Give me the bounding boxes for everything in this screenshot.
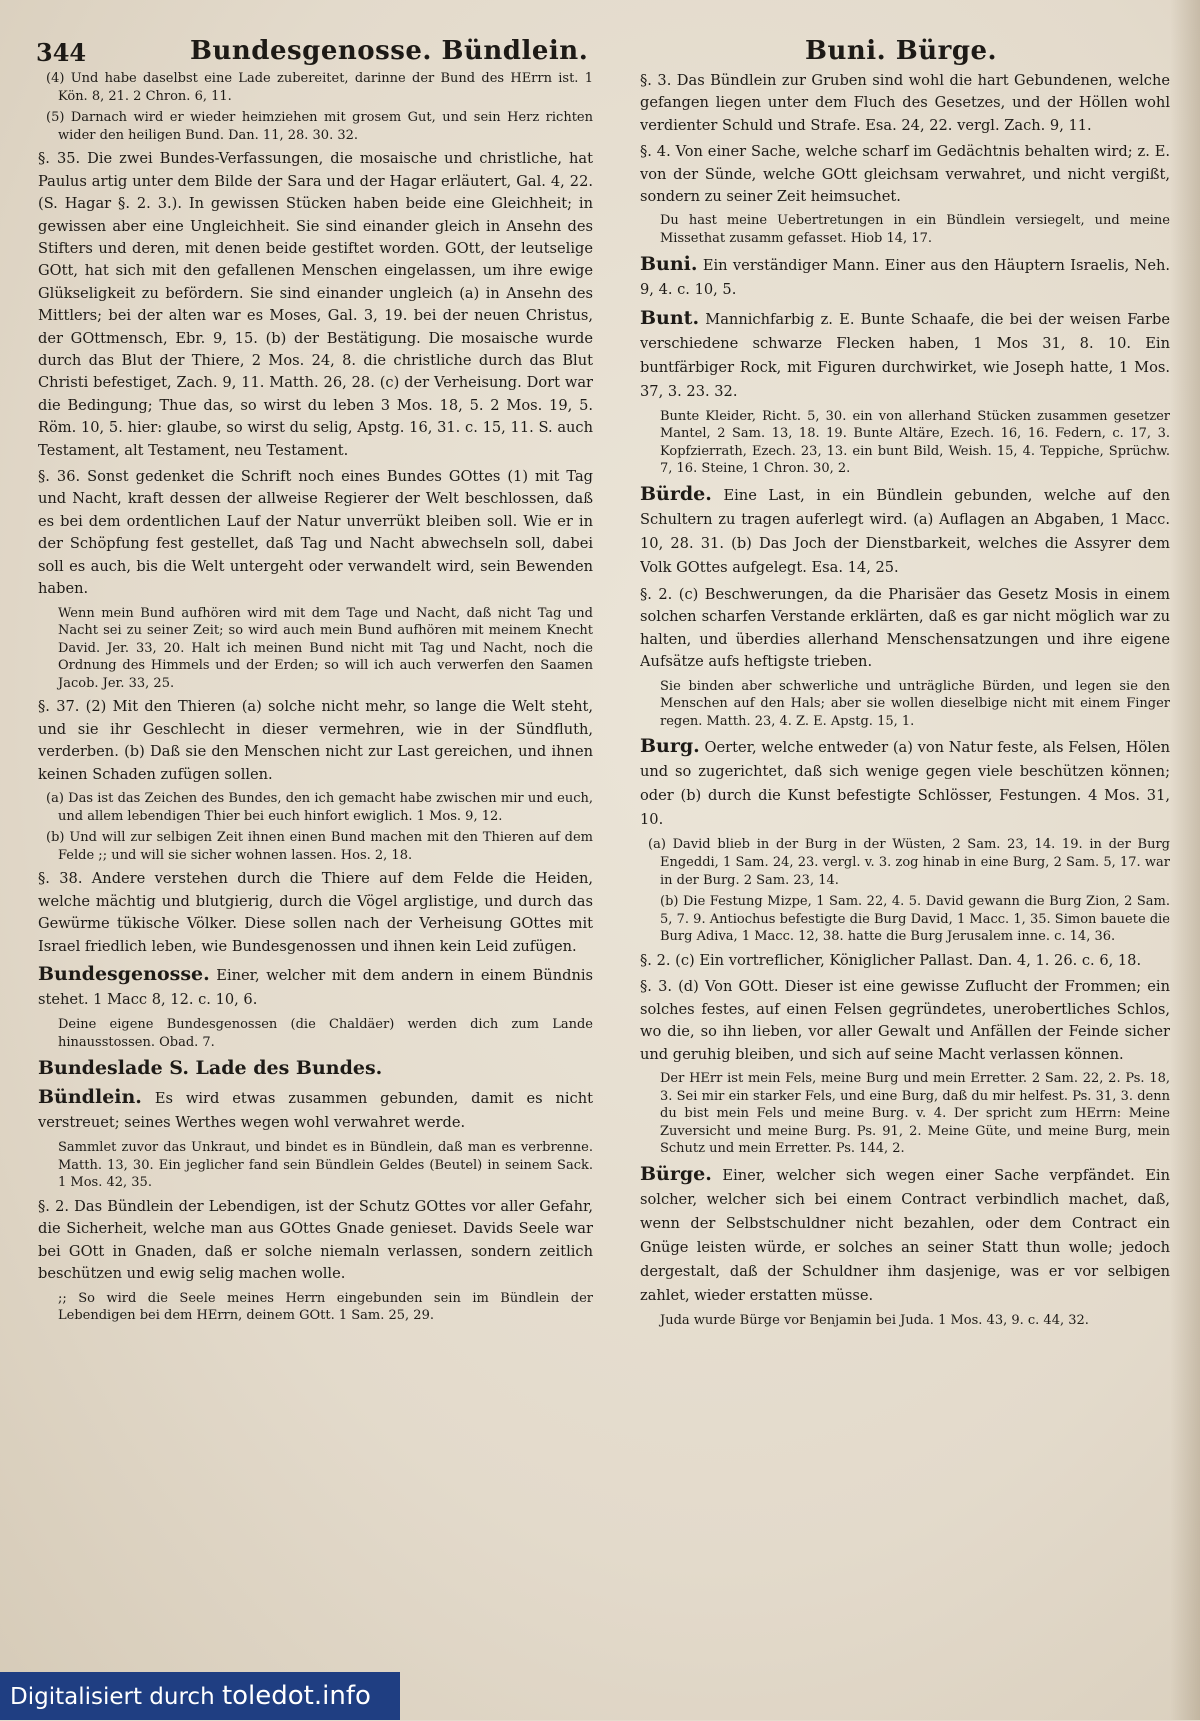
paragraph: §. 2. (c) Ein vortreflicher, Königlicher Pallast. Dan. 4, 1. 26. c. 6, 18. bbox=[640, 951, 1142, 969]
dictionary-entry bbox=[640, 482, 1170, 580]
digitization-footer[interactable] bbox=[0, 1672, 400, 1720]
entry-definition: Ein verständiger Mann. Einer aus den Häuptern Israelis, Neh. 9, 4. c. 10, 5. bbox=[640, 256, 1170, 298]
dictionary-entry bbox=[38, 962, 593, 1012]
entry-headword: Bunt. bbox=[640, 306, 700, 329]
paragraph: §. 35. Die zwei Bundes-Verfassungen, die mosaische und christliche, hat Paulus artig unter dem Bilde der Sara und der Hagar erläutert, Gal. 4, 22. (S. Hagar §. 2. 3.). In gewissen Stücken haben beide eine Gleichheit; in gewissen aber eine Ungleichheit. Sie sind einander gleich in Ansehn des Stifters und deren, mit denen beide gestiftet worden. GOtt, der leutselige GOtt, hat sich mit den gefallenen Menschen eingelassen, um ihre ewige Glükseligkeit zu befördern. Sie sind einander ungleich (a) in Ansehn des Mittlers; bei der alten war es Moses, Gal. 3, 19. bei der neuen Christus, der GOttmensch, Ebr. 9, 15. (b) der Bestätigung. Die mosaische wurde durch das Blut der Thiere, 2 Mos. 24, 8. die christliche durch das Blut Christi befestiget, Zach. 9, 11. Matth. 26, 28. (c) der Verheisung. Dort war die Bedingung; Thue das, so wirst du leben 3 Mos. 18, 5. 2 Mos. 19, 5. Röm. 10, 5. hier: glaube, so wirst du selig, Apstg. 16, 31. c. 15, 11. S. auch Testament, alt Testament, neu Testament. bbox=[38, 150, 593, 459]
paragraph: §. 36. Sonst gedenket die Schrift noch eines Bundes GOttes (1) mit Tag und Nacht, kraft dessen der allweise Regierer der Welt beschlossen, daß es bei dem ordentlichen Lauf der Natur unverrükt bleiben soll. Wie er in der Schöpfung fest gestellet, daß Tag und Nacht abwechseln soll, dabei soll es auch, bis die Welt untergeht oder verwandelt wird, sein Bewenden haben. bbox=[38, 468, 593, 598]
entry-heading: Bundeslade S. Lade des Bundes. bbox=[38, 1057, 383, 1080]
footer-brand-link[interactable]: toledot.info bbox=[221, 1681, 371, 1711]
citation-block: Du hast meine Uebertretungen in ein Bündlein versiegelt, und meine Missethat zusamm gefasset. Hiob 14, 17. bbox=[660, 213, 1170, 247]
citation-note: (4) Und habe daselbst eine Lade zubereitet, darinne der Bund des HErrn ist. 1 Kön. 8, 21. 2 Chron. 6, 11. bbox=[46, 71, 593, 104]
entry-definition: Mannichfarbig z. E. Bunte Schaafe, die bei der weisen Farbe verschiedene schwarze Flecken haben, 1 Mos 31, 8. 10. Ein buntfärbiger Rock, mit Figuren durchwirket, wie Joseph hatte, 1 Mos. 37, 3. 23. 32. bbox=[640, 310, 1170, 400]
entry-headword: Bürge. bbox=[640, 1162, 712, 1185]
paragraph: §. 37. (2) Mit den Thieren (a) solche nicht mehr, so lange die Welt steht, und sie ihr Geschlecht in dieser vermehren, wie in der Sündfluth, verderben. (b) Daß sie den Menschen nicht zur Last gereichen, und ihnen keinen Schaden zufügen sollen. bbox=[38, 698, 593, 783]
dictionary-entry bbox=[640, 306, 1170, 404]
citation-note: (a) David blieb in der Burg in der Wüsten, 2 Sam. 23, 14. 19. in der Burg Engeddi, 1 Sam. 24, 23. vergl. v. 3. zog hinab in eine Burg, 2 Sam. 5, 17. war in der Burg. 2 Sam. 23, 14. bbox=[648, 837, 1170, 888]
footer-prefix: Digitalisiert durch bbox=[10, 1684, 222, 1710]
entry-headword: Buni. bbox=[640, 252, 698, 275]
entry-definition: Einer, welcher mit dem andern in einem Bündnis stehet. 1 Macc 8, 12. c. 10, 6. bbox=[38, 967, 593, 1009]
dictionary-entry bbox=[640, 1162, 1170, 1308]
citation-block: ;; So wird die Seele meines Herrn eingebunden sein im Bündlein der Lebendigen bei dem HErrn, deinem GOtt. 1 Sam. 25, 29. bbox=[58, 1290, 593, 1324]
right-running-head: Buni. Bürge. bbox=[805, 36, 998, 66]
entry-headword: Bürde. bbox=[640, 483, 712, 505]
page-number: 344 bbox=[36, 38, 87, 67]
citation-block: Sammlet zuvor das Unkraut, und bindet es in Bündlein, daß man es verbrenne. Matth. 13, 30. Ein jeglicher fand sein Bündlein Geldes (Beutel) in seinem Sack. 1 Mos. 42, 35. bbox=[58, 1140, 593, 1191]
citation-block: Bunte Kleider, Richt. 5, 30. ein von allerhand Stücken zusammen gesetzer Mantel, 2 Sam. 13, 18. 19. Bunte Altäre, Ezech. 16, 16. Federn, c. 17, 3. Kopfzierrath, Ezech. 23, 13. ein bunt Bild, Weish. 15, 4. Teppiche, Sprüchw. 7, 16. Steine, 1 Chron. 30, 2. bbox=[660, 408, 1170, 477]
paragraph: §. 2. (c) Beschwerungen, da die Pharisäer das Gesetz Mosis in einem solchen scharfen Verstande erklärten, daß es gar nicht möglich war zu halten, und überdies allerhand Menschensatzungen und ihre eigene Aufsätze aufs heftigste trieben. bbox=[640, 586, 1170, 671]
citation-block: Wenn mein Bund aufhören wird mit dem Tage und Nacht, daß nicht Tag und Nacht sei zu seiner Zeit; so wird auch mein Bund aufhören mit meinem Knecht David. Jer. 33, 20. Halt ich meinen Bund nicht mit Tag und Nacht, noch die Ordnung des Himmels und der Erden; so will ich auch verwerfen den Saamen Jacob. Jer. 33, 25. bbox=[58, 605, 593, 691]
paragraph: §. 2. Das Bündlein der Lebendigen, ist der Schutz GOttes vor aller Gefahr, die Sicherheit, welche man aus GOttes Gnade genieset. Davids Seele war bei GOtt in Gnaden, daß er solche niemaln verlassen, sondern zeitlich beschützen und ewig selig machen wolle. bbox=[38, 1198, 593, 1283]
citation-block: Sie binden aber schwerliche und unträgliche Bürden, und legen sie den Menschen auf den Hals; aber sie wollen dieselbige nicht mit einem Finger regen. Matth. 23, 4. Z. E. Apstg. 15, 1. bbox=[660, 678, 1170, 729]
citation-block: Juda wurde Bürge vor Benjamin bei Juda. 1 Mos. 43, 9. c. 44, 32. bbox=[660, 1312, 1089, 1328]
entry-headword: Burg. bbox=[640, 735, 700, 758]
spacer bbox=[38, 1325, 593, 1329]
entry-definition: Oerter, welche entweder (a) von Natur feste, als Felsen, Hölen und so zugerichtet, daß sich wenige gegen viele beschützen können; oder (b) durch die Kunst befestigte Schlösser, Festungen. 4 Mos. 31, 10. bbox=[640, 739, 1170, 829]
citation-block: Deine eigene Bundesgenossen (die Chaldäer) werden dich zum Lande hinausstossen. Obad. 7. bbox=[58, 1017, 593, 1050]
entry-definition: Einer, welcher sich wegen einer Sache verpfändet. Ein solcher, welcher sich bei einem Contract verbindlich machet, daß, wenn der Selbstschuldner nicht bezahlen, oder dem Contract ein Gnüge leisten würde, er solches an seiner Statt thun wolle; jedoch dergestalt, daß der Schuldner ihm dasjenige, was er vor selbigen zahlet, wieder erstatten müsse. bbox=[640, 1166, 1170, 1304]
spacer bbox=[640, 1330, 1170, 1334]
left-running-head: Bundesgenosse. Bündlein. bbox=[190, 36, 589, 66]
page-edge-shadow bbox=[1170, 0, 1200, 1720]
dictionary-entry bbox=[640, 252, 1170, 302]
paragraph: §. 3. (d) Von GOtt. Dieser ist eine gewisse Zuflucht der Frommen; ein solches festes, auf einen Felsen gegründetes, unerobertliches Schlos, wo die, so ihn lieben, vor aller Gewalt und Anfällen der Feinde sicher und geruhig bleiben, und sich auf seine Macht verlassen können. bbox=[640, 978, 1170, 1063]
citation-note: (b) Und will zur selbigen Zeit ihnen einen Bund machen mit den Thieren auf dem Felde ;; und will sie sicher wohnen lassen. Hos. 2, 18. bbox=[46, 830, 593, 863]
citation-block: (b) Die Festung Mizpe, 1 Sam. 22, 4. 5. David gewann die Burg Zion, 2 Sam. 5, 7. 9. Antiochus befestigte die Burg David, 1 Macc. 1, 35. Simon bauete die Burg Adiva, 1 Macc. 12, 38. hatte die Burg Jerusalem inne. c. 14, 36. bbox=[660, 894, 1170, 945]
paragraph: §. 4. Von einer Sache, welche scharf im Gedächtnis behalten wird; z. E. von der Sünde, welche GOtt gleichsam verwahret, und nicht vergißt, sondern zu seiner Zeit heimsuchet. bbox=[640, 143, 1170, 206]
citation-block: Der HErr ist mein Fels, meine Burg und mein Erretter. 2 Sam. 22, 2. Ps. 18, 3. Sei mir ein starker Fels, und eine Burg, daß du mir helfest. Ps. 31, 3. denn du bist mein Fels und meine Burg. v. 4. Der spricht zum HErrn: Meine Zuversicht und meine Burg. Ps. 91, 2. Meine Güte, und meine Burg, mein Schutz und mein Erretter. Ps. 144, 2. bbox=[660, 1071, 1170, 1157]
citation-note: (5) Darnach wird er wieder heimziehen mit grosem Gut, und sein Herz richten wider den heiligen Bund. Dan. 11, 28. 30. 32. bbox=[46, 110, 593, 143]
entry-definition: Es wird etwas zusammen gebunden, damit es nicht verstreuet; seines Werthes wegen wohl verwahret werde. bbox=[38, 1090, 593, 1132]
paragraph: §. 38. Andere verstehen durch die Thiere auf dem Felde die Heiden, welche mächtig und blutgierig, durch die Vögel arglistige, und durch das Gewürme tükische Völker. Diese sollen nach der Verheisung GOttes mit Israel friedlich leben, wie Bundesgenossen und ihnen kein Leid zufügen. bbox=[38, 870, 593, 955]
right-column bbox=[640, 70, 1170, 1670]
dictionary-entry bbox=[38, 1085, 593, 1135]
paragraph: §. 3. Das Bündlein zur Gruben sind wohl die hart Gebundenen, welche gefangen liegen unter dem Fluch des Gesetzes, und der Höllen wohl verdienter Schuld und Strafe. Esa. 24, 22. vergl. Zach. 9, 11. bbox=[640, 72, 1170, 134]
entry-headword: Bündlein. bbox=[38, 1086, 142, 1109]
entry-headword: Bundesgenosse. bbox=[38, 963, 210, 986]
citation-note: (a) Das ist das Zeichen des Bundes, den ich gemacht habe zwischen mir und euch, und allem lebendigen Thier bei euch hinfort ewiglich. 1 Mos. 9, 12. bbox=[46, 791, 593, 824]
dictionary-entry bbox=[640, 734, 1170, 832]
entry-definition: Eine Last, in ein Bündlein gebunden, welche auf den Schultern zu tragen auferlegt wird. (a) Auflagen an Abgaben, 1 Macc. 10, 28. 31. (b) Das Joch der Dienstbarkeit, welches die Assyrer dem Volk GOttes aufgelegt. Esa. 14, 25. bbox=[640, 487, 1170, 576]
left-column bbox=[38, 70, 593, 1660]
